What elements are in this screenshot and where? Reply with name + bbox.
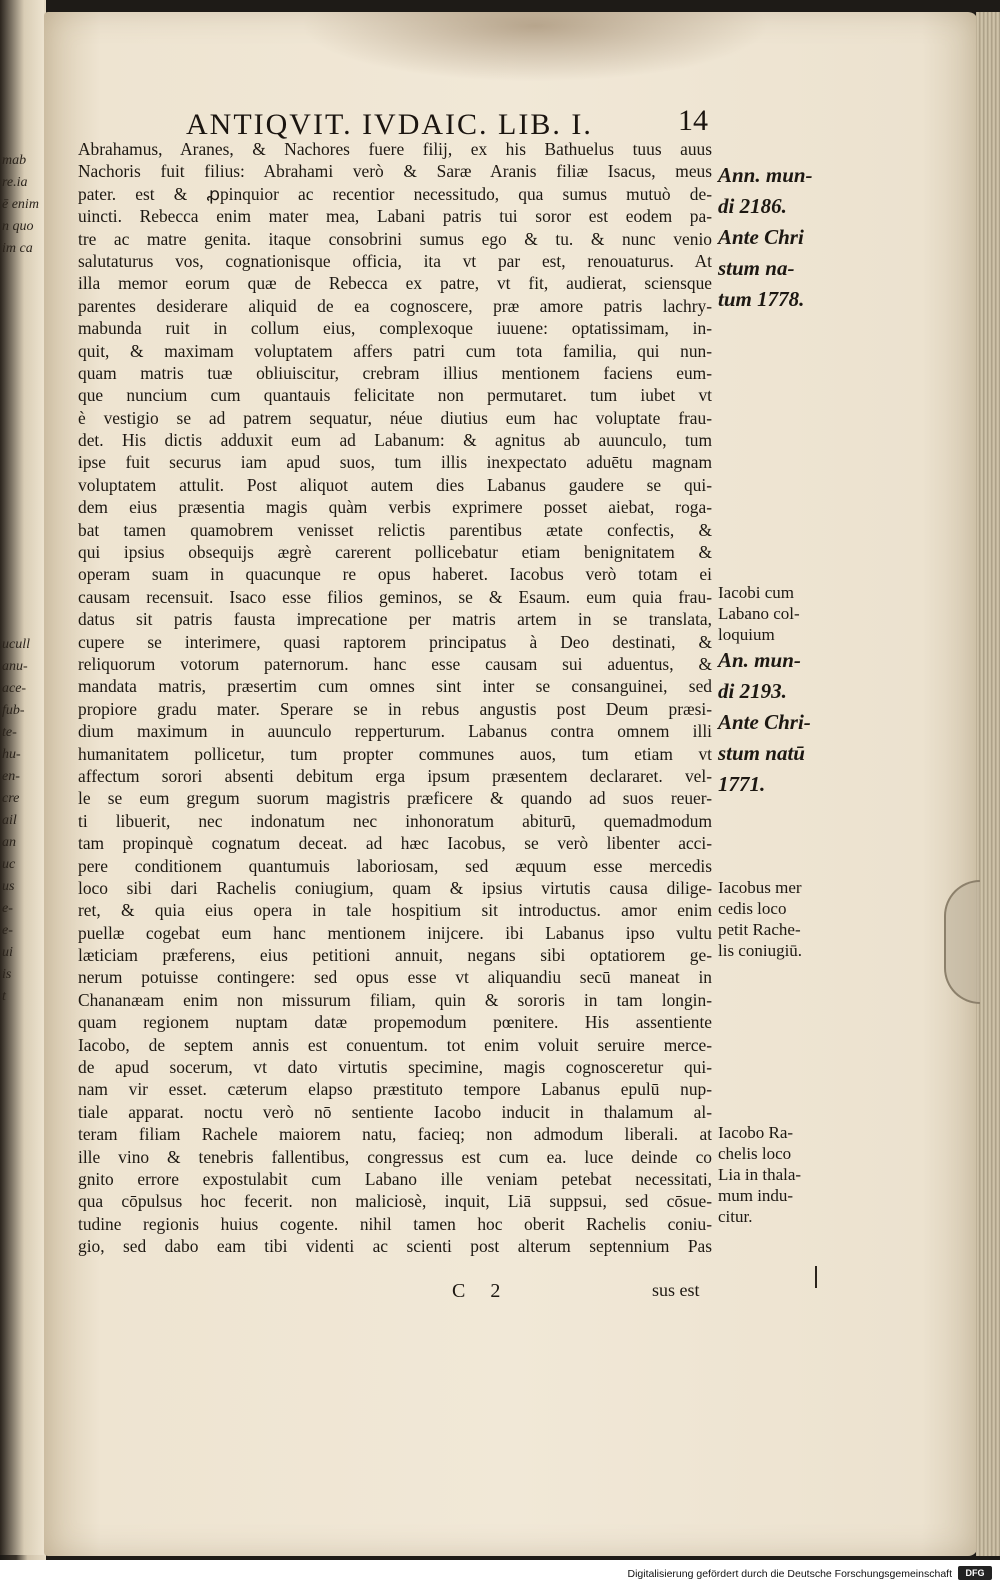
text-line: operam suam in quacunque re opus haberet. Iacobus verò totam ei: [78, 564, 712, 585]
text-line: gio, sed dabo eam tibi videnti ac scienti post alterum septennium Pas: [78, 1236, 712, 1257]
running-header: ANTIQVIT. IVDAIC. LIB. I.: [186, 108, 593, 141]
left-page-fragment: im ca: [2, 241, 33, 256]
text-line: parentes desiderare aliquid de ea cognoscere, præ amore patris lachry-: [78, 295, 712, 316]
text-line: dem eius præsentia magis quàm verbis exprimere posset aiebat, roga-: [78, 497, 712, 518]
page-block-edge: [976, 12, 1000, 1556]
left-page-fragment: ui: [2, 945, 13, 960]
left-page-fragment: ace-: [2, 681, 27, 696]
left-page-fragment: te-: [2, 725, 17, 740]
margin-note-line: Ann. mun-: [718, 163, 813, 187]
margin-note-line: Labano col-: [718, 604, 800, 623]
left-page-fragment: e-: [2, 923, 13, 938]
margin-note-line: lis coniugiū.: [718, 941, 803, 960]
margin-note-line: di 2193.: [718, 679, 787, 703]
text-line: pater. est & ꝓpinquior ac recentior necessitudo, qua sumus mutuò de-: [78, 183, 712, 204]
text-line: loco sibi dari Rachelis coniugium, quam & ipsius virtutis causa dilige-: [78, 877, 712, 898]
left-page-fragment: anu-: [2, 659, 28, 674]
margin-note-line: Iacobus mer: [718, 878, 802, 897]
text-line: de apud socerum, vt dato virtutis specimine, magis cognosceretur qui-: [78, 1057, 712, 1078]
left-page-fragment: us: [2, 879, 15, 894]
margin-note-wages: [718, 877, 838, 961]
margin-note-line: 1771.: [718, 772, 766, 796]
text-line: ti libuerit, nec indonatum nec inhonoratum abiturū, quemadmodum: [78, 810, 712, 831]
text-line: tiale apparat. noctu verò nō sentiente Iacobo inducit in thalamum al-: [78, 1101, 712, 1122]
catchword: sus est: [652, 1280, 700, 1300]
text-line: quam matris tuæ obliuiscitur, crebram illius mentionem faciens eum-: [78, 362, 712, 383]
left-page-fragment: mab: [2, 153, 27, 168]
margin-note-line: tum 1778.: [718, 287, 805, 311]
margin-note-line: di 2186.: [718, 194, 787, 218]
text-line: teram filiam Rachele maiorem natu, facieq; non admodum liberali. at: [78, 1124, 712, 1145]
margin-note-line: Ante Chri-: [718, 710, 811, 734]
text-line: nerum potuisse contingere: sed opus esse vt aliquandiu secū maneat in: [78, 967, 712, 988]
text-line: causam recensuit. Isaco esse filios geminos, se & Esaum. eum quia frau-: [78, 586, 712, 607]
text-line: le se eum gregum suorum magistris præficere & quando ad suos reuer-: [78, 788, 712, 809]
text-line: Abrahamus, Aranes, & Nachores fuere filij, ex his Bathuelus tuus auus: [78, 139, 712, 159]
margin-note-line: citur.: [718, 1207, 753, 1226]
text-line: mandata matris, præsertim cum omnes sint inter se consanguinei, sed: [78, 676, 712, 697]
text-line: uincti. Rebecca enim mater mea, Labani patris tui soror est eodem pa-: [78, 206, 712, 227]
left-page-fragment: re.ia: [2, 175, 28, 190]
text-line: affectum sorori absenti debitum erga ipsum præsentem declararet. vel-: [78, 765, 712, 786]
margin-note-year-2: [718, 645, 838, 800]
margin-note-line: stum natū: [718, 741, 805, 765]
margin-note-line: Lia in thala-: [718, 1165, 802, 1184]
body-text: [78, 138, 712, 1258]
pencil-mark: [815, 1266, 817, 1288]
text-line: pere conditionem quantumuis laboriosam, sed æquum esse mercedis: [78, 855, 712, 876]
text-line: que nuncium cum quantauis felicitate non permutaret. tum iubet vt: [78, 385, 712, 406]
text-line: cupere se interimere, quasi raptorem principatus à Deo destinati, &: [78, 631, 712, 652]
margin-note-line: Iacobi cum: [718, 583, 794, 602]
text-line: tudine regionis huius cogente. nihil tamen hoc oberit Rachelis coniu-: [78, 1213, 712, 1234]
text-line: mabunda ruit in collum eius, complexoque iuuene: optatissimam, in-: [78, 318, 712, 339]
text-line: tre ac matre genita. itaque consobrini sumus ego & tu. & nunc venio: [78, 228, 712, 249]
left-page-fragment: uc: [2, 857, 16, 872]
text-line: qua cōpulsus hoc fecerit. non maliciosè, inquit, Liā suppsui, sed cōsue-: [78, 1191, 712, 1212]
text-line: ipse fuit securus iam apud suos, tum illis inexpectato aduētu magnam: [78, 452, 712, 473]
text-line: illa memor eorum quæ de Rebecca ex patre, vt fit, audierat, sciensque: [78, 273, 712, 294]
text-line: gnito errore expostulabit cum Labano ille veniam petebat necessitati,: [78, 1168, 712, 1189]
margin-note-line: petit Rache-: [718, 920, 801, 939]
text-line: puellæ cogebat eum hanc mentionem inijcere. ibi Labanus ipso vultu: [78, 922, 712, 943]
margin-note-line: loquium: [718, 625, 775, 644]
signature-mark: C 2: [452, 1280, 511, 1302]
text-line: nam vir esset. cæterum elapso præstituto tempore Labanus epulū nup-: [78, 1079, 712, 1100]
left-page-fragment: is: [2, 967, 12, 982]
text-line: salutaturus vos, cognationisque officia, ita vt par est, renouaturus. At: [78, 250, 712, 271]
left-page-fragment: fub-: [2, 703, 25, 718]
left-page-fragment: ē enim: [2, 197, 39, 212]
footer-bar: [0, 1560, 1000, 1587]
text-line: ret, & quia eius opera in tale hospitium sit introductus. amor enim: [78, 900, 712, 921]
left-page-fragment: n quo: [2, 219, 34, 234]
funding-credit: Digitalisierung gefördert durch die Deutsche Forschungsgemeinschaft: [627, 1568, 952, 1580]
text-line: humanitatem pollicetur, tum propter communes auos, tum etiam vt: [78, 743, 712, 764]
margin-note-lia: [718, 1122, 838, 1227]
text-line: bat tamen quamobrem venisset relictis parentibus ætate confectis, &: [78, 519, 712, 540]
left-page-fragment: e-: [2, 901, 13, 916]
text-line: quam regionem nuptam datæ propemodum pœnitere. His assentiente: [78, 1012, 712, 1033]
left-page-fragment: en-: [2, 769, 20, 784]
page-number: 14: [678, 104, 708, 137]
text-line: reliquorum votorum paternorum. hanc esse causam sui aduentus, &: [78, 653, 712, 674]
text-line: Iacobo, de septem annis est conuentum. tot enim voluit seruire merce-: [78, 1034, 712, 1055]
text-line: Nachoris fuit filius: Abrahami verò & Saræ Aranis filiæ Isacus, meus: [78, 161, 712, 182]
water-stain: [300, 12, 770, 82]
margin-note-year-1: [718, 160, 838, 315]
left-page-fragment: hu-: [2, 747, 21, 762]
margin-note-line: mum indu-: [718, 1186, 794, 1205]
text-line: det. His dictis adduxit eum ad Labanum: & agnitus ab auunculo, tum: [78, 430, 712, 451]
margin-note-line: Iacobo Ra-: [718, 1123, 794, 1142]
left-page-fragment: an: [2, 835, 16, 850]
left-page-fragment: cre: [2, 791, 20, 806]
left-page-fragment: t: [2, 989, 6, 1004]
margin-note-line: stum na-: [718, 256, 795, 280]
margin-note-line: Ante Chri: [718, 225, 804, 249]
left-page-edge: [0, 0, 44, 1555]
text-line: voluptatem attulit. Post aliquot autem dies Labanus gaudere se qui-: [78, 474, 712, 495]
text-line: ille vino & tenebris fallentibus, congressus est cum ea. luce deinde co: [78, 1146, 712, 1167]
text-line: è vestigio se ad patrem sequatur, néue diutius eum hac voluptate frau-: [78, 407, 712, 428]
text-line: datus sit patris fausta imprecatione per matris artem in se translata,: [78, 609, 712, 630]
text-line: tam propinquè cognatum deceat. ad hæc Iacobus, se verò libenter acci-: [78, 833, 712, 854]
left-page-fragment: ail: [2, 813, 17, 828]
margin-note-line: An. mun-: [718, 648, 801, 672]
margin-note-line: chelis loco: [718, 1144, 792, 1163]
text-line: qui ipsius obsequijs ægrè carerent pollicebatur etiam benignitatem &: [78, 542, 712, 563]
margin-note-line: cedis loco: [718, 899, 787, 918]
dfg-logo: DFG: [958, 1566, 992, 1580]
text-line: dium maximum in auunculo repperturum. Labanus contra omnem illi: [78, 721, 712, 742]
page-clip: [944, 880, 980, 1004]
text-line: quit, & maximam voluptatem affers patri cum tota familia, qui nun-: [78, 340, 712, 361]
text-line: propiore gradu mater. Sperare se in rebus angustis post Deum præsi-: [78, 698, 712, 719]
text-line: Chananæam enim non missurum filiam, quin & sororis in tam longin-: [78, 989, 712, 1010]
left-page-fragment: ucull: [2, 637, 30, 652]
text-line: læticiam præferens, eius petitioni annuit, negans sibi optatiorem ge-: [78, 945, 712, 966]
margin-note-colloquium: [718, 582, 838, 645]
